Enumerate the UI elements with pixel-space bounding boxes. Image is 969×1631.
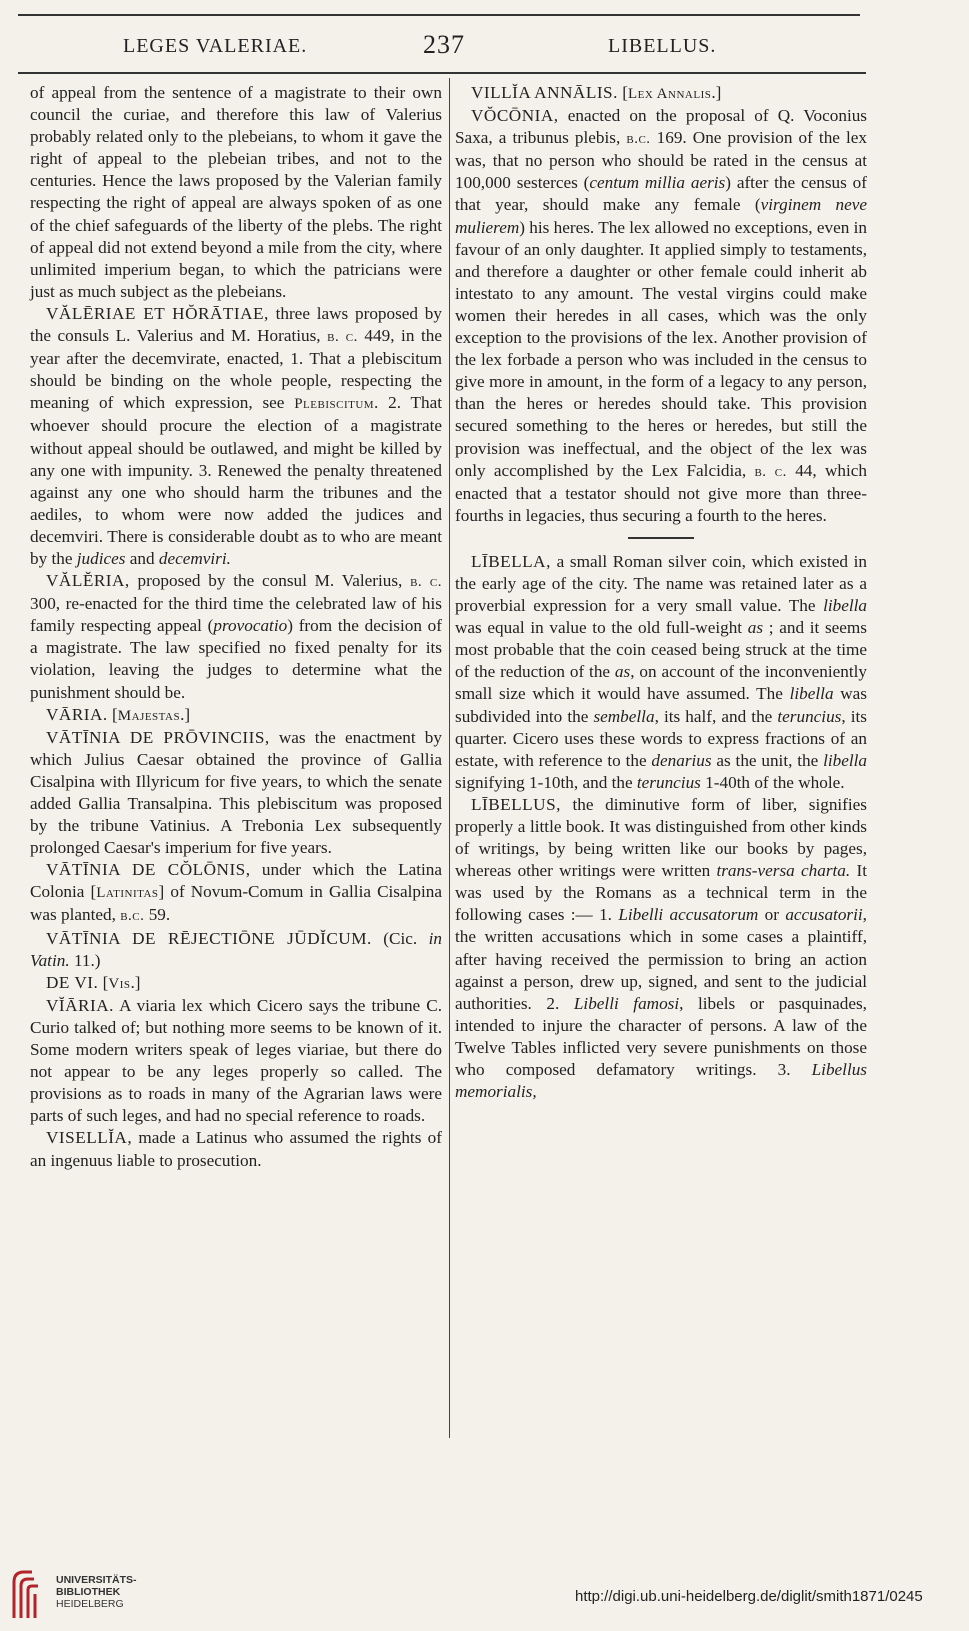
entry-headword: VĀTĪNIA DE CŎLŌNIS, [46,860,251,880]
small-caps-text: Majestas [117,707,181,724]
text-run: made a Latinus who assumed the rights of an ingenuus liable to prosecution. [30,1128,442,1170]
italic-text: teruncius [777,706,842,726]
right-column-section-a [455,82,867,527]
italic-text: Libelli famosi [573,993,680,1013]
italic-text: decemviri. [158,548,231,568]
top-rule [18,14,860,16]
right-column-section-b [455,551,867,1103]
paragraph [455,794,867,1103]
italic-text: teruncius [636,772,701,792]
running-header [18,30,860,64]
small-caps-text: b. c. [327,329,358,346]
text-run: or [758,905,786,925]
entry-headword: VŎCŌNIA, [471,106,559,126]
text-run: (Cic. [371,928,429,948]
italic-text: denarius [651,750,712,770]
text-run: ; and it seems most probable that the coin ceased being struck at the time of the reduction of the [455,618,867,682]
italic-text: provocatio [213,616,288,636]
entry-headword: DE VI. [46,972,99,992]
library-name-line-1: UNIVERSITÄTS- [56,1574,137,1586]
text-run: 1-40th of the whole. [700,772,845,792]
paragraph [30,928,442,972]
small-caps-text: b.c. [120,908,145,925]
italic-text: judices [76,548,126,568]
entry-headword: VĀTĪNIA DE RĒJECTIŌNE JŪDĬCUM. [46,928,372,948]
entry-headword: VĬĀRIA. [46,995,114,1015]
text-run: , libels or pasquinades, intended to injure the character of persons. A law of the Twelve Tables inflicted very severe punishments on those who composed defamatory writings. 3. [455,993,867,1080]
text-run: [ [107,704,118,724]
italic-text: as [614,662,631,682]
paragraph [455,105,867,527]
paragraph [30,570,442,704]
text-run: . 2. That whoever should procure the election of a magistrate without appeal should be outlawed, and might be killed by any one with impunity. 3. Renewed the penalty threatened against any one who should harm the tribunes and the aediles, to whom were now added the judices and decemviri. There is considerable doubt as to who are meant by the [30,393,442,568]
italic-text: Libelli accusatorum [618,905,759,925]
entry-headword: VISELLĬA, [46,1128,133,1148]
text-run: proposed by the consul M. Valerius, [129,571,411,591]
footer [0,1558,969,1631]
italic-text: trans-versa charta. [716,861,851,881]
text-run: ) from the decision of a magistrate. The law specified no fixed penalty for its violation, leaving the judges to determine what the punishment should be. [30,616,442,702]
text-run: under which the Latina Colonia [ [30,860,442,902]
italic-text: Libellus memorialis, [455,1060,867,1102]
right-column [455,82,867,1457]
italic-text: virginem neve mulierem [455,195,867,237]
italic-text: as [747,618,764,638]
entry-headword: VĂLĔRIA, [46,571,130,591]
text-run: as the unit, the [711,750,824,770]
text-run: signifying 1-10th, and the [455,772,637,792]
paragraph [30,303,442,570]
text-run: [ [98,972,109,992]
small-caps-text: Vis [108,975,131,992]
entry-headword: LĪBELLA, [471,551,551,571]
small-caps-text: Plebiscitum [294,396,375,413]
italic-text: accusatorii [785,905,863,925]
entry-headword: VĀTĪNIA DE PRŌVINCIIS, [46,727,270,747]
text-run: It was used by the Romans as a technical term in the following cases :— 1. [455,861,867,925]
entry-headword: LĪBELLUS, [471,794,561,814]
italic-text: centum millia aeris [589,173,726,193]
entry-headword: VILLĬA ANNĀLIS. [471,83,618,102]
paragraph [30,1127,442,1171]
text-run: the diminutive form of liber, signifies properly a little book. It was distinguished from other kinds of writings, by being written like our books by pages, whereas other writings were written [455,794,867,881]
section-rule [628,537,694,539]
header-right-title: LIBELLUS. [608,35,717,57]
text-run: ) his heres. The lex allowed no exceptions, even in favour of an only daughter. It applied simply to testaments, and therefore a daughter or other female could inherit ab intestato to any amount. The vestal virgins could make women their heredes in all cases, which was the only exception to the provisions of the lex. Another provision of the lex forbade a person who was included in the census to give more in amount, in the form of a legacy to any person, than the heres or heredes should take. This provision secured something to the heres or heredes, but still the provision was ineffectual, and the object of the lex was only accomplished by the Lex Falcidia, [455,217,867,480]
text-run: 11.) [69,950,101,970]
library-name [56,1574,137,1610]
university-library-logo-icon [10,1568,52,1620]
paragraph [455,551,867,794]
text-run: 44, which enacted that a testator should not give more than three-fourths in legacies, thus securing a fourth to the heres. [455,460,867,525]
italic-text: in Vatin. [30,928,442,970]
paragraph [30,995,442,1128]
italic-text: libella [823,596,867,616]
text-run: [ [617,83,628,102]
text-run: three laws proposed by the consuls L. Valerius and M. Horatius, [30,303,442,346]
paragraph [30,704,442,727]
text-run: , its half, and the [654,706,778,726]
small-caps-text: b. c. [754,463,787,480]
paragraph [30,727,442,860]
small-caps-text: Lex Annalis [627,86,712,102]
page-number: 237 [423,30,465,59]
small-caps-text: b.c. [626,131,651,148]
paragraph [455,82,867,105]
column-divider [449,78,450,1438]
text-run: A viaria lex which Cicero says the tribune C. Curio talked of; but nothing more seems to be known of it. Some modern writers speak of leges viariae, but there do not appear to be any leges properly so called. The provisions as to roads in many of the Agrarian laws were parts of such leges, and had no special reference to roads. [30,995,442,1126]
text-run: .] [180,704,191,724]
library-name-line-2: BIBLIOTHEK [56,1586,121,1598]
paragraph [30,859,442,927]
paragraph [30,972,442,995]
text-run: ) after the census of that year, should make any female ( [455,173,868,215]
text-run: was subdivided into the [455,684,868,726]
text-run: a small Roman silver coin, which existed in the early age of the city. The name was retained later as a proverbial expression for a very small value. The [455,551,867,616]
text-run: was the enactment by which Julius Caesar obtained the province of Gallia Cisalpina with Illyricum for five years, to which the senate added Gallia Transalpina. This plebiscitum was proposed by the tribune Vatinius. A Trebonia Lex subsequently prolonged Caesar's imperium for five years. [30,727,442,858]
text-run: , the written accusations which in some cases a plaintiff, after having received the permission to bring an action against a person, drew up, signed, and sent to the judicial authorities. 2. [455,905,867,1013]
text-run: , its quarter. Cicero uses these words to express fractions of an estate, with reference to the [455,706,867,770]
text-run: .] [711,83,722,102]
italic-text: sembella [593,706,655,726]
entry-headword: VĀRIA. [46,704,108,724]
paragraph [30,82,442,303]
italic-text: libella [823,750,867,770]
header-left-title: LEGES VALERIAE. [123,35,308,57]
text-run: enacted on the proposal of Q. Voconius Saxa, a tribunus plebis, [455,106,867,148]
text-run: of appeal from the sentence of a magistrate to their own council the curiae, and therefore this law of Valerius probably related only to the plebeians, to whom it gave the right of appeal to the plebeian tribes, and not to the centuries. Hence the laws proposed by the Valerian family respecting the right of appeal are always spoken of as one of the chief safeguards of the liberty of the plebs. The right of appeal did not extend beyond a mile from the city, where unlimited imperium began, to which the patricians were just as much subject as the plebeians. [30,83,442,301]
library-name-line-3: HEIDELBERG [56,1598,124,1610]
header-rule [18,72,866,74]
text-run: ] of Novum-Comum in Gallia Cisalpina was planted, [30,882,442,925]
text-run: 300, re-enacted for the third time the celebrated law of his family respecting appeal ( [30,594,442,636]
entry-headword: VĂLĒRIAE ET HŎRĀTIAE, [46,303,269,323]
text-run: 449, in the year after the decemvirate, enacted, 1. That a plebiscitum should be binding on the whole people, respecting the meaning of which expression, see [30,326,442,413]
text-run: 59. [144,905,171,925]
left-column [30,82,442,1477]
text-run: .] [130,972,141,992]
text-run: and [125,548,159,568]
small-caps-text: b. c. [410,574,442,591]
italic-text: libella [789,684,834,704]
text-run: was equal in value to the old full-weight [455,618,748,638]
source-url-link[interactable]: http://digi.ub.uni-heidelberg.de/diglit/smith1871/0245 [575,1588,923,1605]
text-run: , on account of the inconveniently small size which it would have assumed. The [455,662,867,704]
small-caps-text: Latinitas [96,885,159,902]
text-run: 169. One provision of the lex was, that no person who should be rated in the census at 100,000 sesterces ( [455,128,867,193]
